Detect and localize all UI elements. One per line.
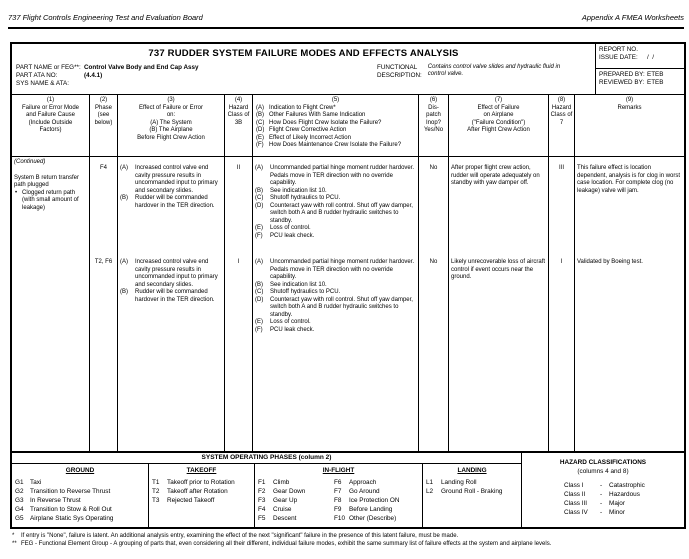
phase-label: Ice Protection ON bbox=[349, 497, 400, 504]
issue-date-row bbox=[599, 54, 681, 62]
phase-group-in-flight bbox=[254, 464, 422, 527]
phase-item bbox=[152, 496, 251, 505]
header-line: below) bbox=[94, 119, 113, 126]
phase-label: Cruise bbox=[273, 506, 292, 513]
phase-column bbox=[89, 157, 117, 451]
hazard-3b-cell: II bbox=[236, 165, 241, 171]
sys-name-row bbox=[16, 80, 199, 88]
indications-cell bbox=[255, 157, 416, 259]
report-box-top bbox=[596, 44, 684, 69]
phase-item bbox=[334, 505, 419, 514]
failure-mode-text: System B return transfer path plugged bbox=[14, 174, 80, 188]
phase-label: Transition to Stow & Roll Out bbox=[30, 506, 112, 513]
item-text: Increased control valve end cavity pressure results in uncommanded input to primary and secondary slides. bbox=[135, 165, 218, 194]
phase-item bbox=[152, 487, 251, 496]
effects-list bbox=[120, 259, 222, 304]
list-item bbox=[256, 142, 417, 150]
indications-column bbox=[252, 157, 418, 451]
item-text: Effect of Likely Incorrect Action bbox=[269, 134, 351, 141]
dash: - bbox=[600, 482, 603, 489]
item-letter: (D) bbox=[255, 202, 264, 209]
hazard-class-item bbox=[564, 508, 684, 517]
hazard-class-label: Class II bbox=[564, 491, 586, 498]
footnote bbox=[10, 541, 686, 549]
header-line: Failure or Error Mode bbox=[21, 104, 80, 111]
list-item bbox=[255, 259, 416, 282]
phase-label: Other (Describe) bbox=[349, 515, 397, 522]
header-line: Factors) bbox=[39, 127, 62, 133]
footnote-text: FEG - Functional Element Group - A grouping of parts that, even considering all their different, individual failure modes, exhibit the same summary list of failure effects at the system and airplane levels. bbox=[21, 540, 552, 547]
part-info bbox=[16, 64, 199, 88]
dispatch-cell: No bbox=[429, 259, 438, 265]
phase-code: G2 bbox=[15, 488, 24, 495]
remarks-column bbox=[574, 157, 684, 451]
phase-label: Gear Down bbox=[273, 488, 306, 495]
column-number: (2) bbox=[99, 97, 108, 103]
header-line: Dis- bbox=[428, 104, 439, 111]
prepared-by-label: PREPARED BY: bbox=[599, 71, 645, 78]
hazard-class-item bbox=[564, 481, 684, 490]
reviewed-by-label: REVIEWED BY: bbox=[599, 79, 645, 86]
column-number: (3) bbox=[167, 97, 175, 103]
header-line: Remarks bbox=[617, 104, 642, 111]
effects-cell bbox=[120, 157, 222, 259]
table-body bbox=[12, 157, 684, 451]
item-text: Flight Crew Corrective Action bbox=[269, 127, 347, 133]
column-header-row bbox=[12, 95, 684, 157]
item-text: Other Failures With Same Indication bbox=[269, 112, 366, 118]
report-no-label: REPORT NO. bbox=[599, 46, 638, 53]
item-text: PCU leak check. bbox=[270, 232, 315, 239]
hazard-class-item bbox=[564, 490, 684, 499]
phase-label: Rejected Takeoff bbox=[167, 497, 215, 504]
phase-group-ground bbox=[12, 464, 148, 527]
hazard-items bbox=[564, 481, 684, 517]
list-item bbox=[120, 259, 222, 289]
remarks-cell: Validated by Boeing test. bbox=[577, 259, 643, 265]
item-letter: (C) bbox=[256, 119, 265, 126]
hazard-class-label: Class III bbox=[564, 500, 588, 507]
header-line: Class of bbox=[227, 112, 250, 118]
phase-item bbox=[15, 505, 145, 514]
phase-group-title: GROUND bbox=[65, 467, 95, 474]
dash: - bbox=[600, 491, 603, 498]
item-letter: (E) bbox=[255, 225, 263, 231]
phase-item bbox=[258, 514, 334, 523]
effect-after-column bbox=[448, 157, 548, 451]
item-letter: (D) bbox=[256, 127, 265, 133]
item-letter: (A) bbox=[120, 165, 128, 171]
hazard-class-item bbox=[564, 499, 684, 508]
failure-mode-cell bbox=[14, 157, 87, 259]
header-line: Inop? bbox=[425, 119, 441, 126]
item-text: See indication list 10. bbox=[270, 187, 327, 194]
phase-item bbox=[334, 496, 419, 505]
item-text: PCU leak check. bbox=[270, 326, 315, 333]
phase-label: Landing Roll bbox=[441, 479, 477, 486]
inflight-subcolumn bbox=[258, 478, 334, 523]
item-letter: (A) bbox=[120, 259, 128, 265]
header-line: ("Failure Condition") bbox=[471, 119, 526, 126]
dash: - bbox=[600, 509, 603, 516]
header-criteria-list bbox=[254, 105, 417, 150]
item-text: Uncommanded partial hinge moment rudder hardover. Pedals move in TER direction with no override capability. bbox=[270, 259, 415, 280]
column-number: (5) bbox=[331, 97, 340, 103]
phase-code: F3 bbox=[258, 497, 266, 504]
phase-label: Taxi bbox=[30, 479, 42, 486]
item-text: Rudder will be commanded hardover in the TER direction. bbox=[135, 195, 215, 209]
column-header-7 bbox=[448, 95, 548, 156]
phase-code: F5 bbox=[258, 515, 266, 522]
dispatch-cell: No bbox=[429, 165, 438, 171]
phase-item bbox=[258, 478, 334, 487]
column-number: (7) bbox=[494, 97, 503, 103]
title-left bbox=[12, 44, 595, 94]
column-header-5 bbox=[252, 95, 418, 156]
header-line: (see bbox=[97, 112, 110, 118]
item-letter: (C) bbox=[255, 289, 264, 295]
phase-code: F6 bbox=[334, 479, 342, 486]
item-letter: (F) bbox=[255, 232, 263, 239]
hazard-3b-column bbox=[224, 157, 252, 451]
item-letter: (E) bbox=[255, 319, 263, 325]
item-letter: (C) bbox=[255, 195, 264, 201]
failure-cause bbox=[14, 190, 87, 213]
fmea-table bbox=[10, 42, 686, 529]
item-text: Indication to Flight Crew* bbox=[269, 104, 336, 111]
issue-date-value: / / bbox=[647, 54, 654, 61]
effects-column bbox=[117, 157, 224, 451]
hazard-title: HAZARD CLASSIFICATIONS bbox=[559, 459, 647, 466]
phase-code: G5 bbox=[15, 515, 24, 522]
effect-after-cell: After proper flight crew action, rudder will operate adequately on standby with yaw damper off. bbox=[451, 165, 540, 186]
part-name-label: PART NAME or FEG**: bbox=[16, 64, 81, 71]
hazard-classifications-box bbox=[522, 453, 684, 527]
continued-marker: (Continued) bbox=[14, 159, 46, 165]
header-line: on: bbox=[166, 112, 176, 118]
list-item bbox=[256, 112, 417, 120]
operating-phases-box bbox=[12, 453, 522, 527]
header-line: (B) The Airplane bbox=[149, 127, 193, 133]
header-line: patch bbox=[426, 112, 441, 118]
phase-label: Before Landing bbox=[349, 506, 393, 513]
legend-section bbox=[12, 451, 684, 527]
phase-label: Takeoff prior to Rotation bbox=[167, 479, 235, 486]
phase-code: F10 bbox=[334, 515, 346, 522]
hazard-class-label: Class I bbox=[564, 482, 584, 489]
part-name-value: Control Valve Body and End Cap Assy bbox=[84, 64, 199, 71]
item-letter: (A) bbox=[255, 259, 263, 265]
phase-label: Go Around bbox=[349, 488, 380, 495]
item-letter: (B) bbox=[255, 187, 263, 194]
phase-code: L2 bbox=[426, 488, 434, 495]
effect-after-cell: Likely unrecoverable loss of aircraft control if event occurs near the ground. bbox=[451, 259, 546, 280]
header-line: (A) The System bbox=[150, 119, 192, 126]
column-header-2 bbox=[89, 95, 117, 156]
item-text: Shutoff hydraulics to PCU. bbox=[270, 195, 341, 201]
list-item bbox=[255, 327, 416, 335]
phase-code: F7 bbox=[334, 488, 342, 495]
functional-label-line1: FUNCTIONAL bbox=[377, 64, 418, 71]
hazard-class-label: Class IV bbox=[564, 509, 588, 516]
phase-code: F4 bbox=[258, 506, 266, 513]
item-text: Rudder will be commanded hardover in the TER direction. bbox=[135, 289, 215, 303]
item-letter: (A) bbox=[256, 104, 264, 111]
header-line: Hazard bbox=[228, 104, 249, 111]
phase-cell: T2, F6 bbox=[94, 259, 113, 265]
header-line: and Failure Cause bbox=[25, 112, 76, 118]
header-line: (Include Outside bbox=[28, 119, 73, 126]
item-text: Uncommanded partial hinge moment rudder hardover. Pedals move in TER direction with no override capability. bbox=[270, 165, 415, 186]
phase-group-title: LANDING bbox=[457, 467, 487, 474]
item-letter: (A) bbox=[255, 165, 263, 171]
header-line: Yes/No bbox=[423, 127, 444, 133]
phase-group-landing bbox=[422, 464, 521, 527]
list-item bbox=[255, 297, 416, 320]
footnote-text: If entry is "None", failure is latent. An additional analysis entry, examining the effect of the next "significant" failure in the presence of this latent failure, must be made. bbox=[21, 533, 459, 539]
item-letter: (B) bbox=[256, 112, 264, 118]
footnotes bbox=[10, 533, 686, 548]
indications-cell bbox=[255, 259, 416, 334]
list-item bbox=[120, 165, 222, 195]
phase-label: Takeoff after Rotation bbox=[167, 488, 228, 495]
column-number: (9) bbox=[625, 97, 634, 103]
phase-item bbox=[334, 478, 419, 487]
part-ata-label: PART ATA NO: bbox=[16, 72, 58, 79]
list-item bbox=[255, 233, 416, 241]
hazard-7-cell: I bbox=[560, 259, 563, 265]
header-line: Effect of Failure or Error bbox=[139, 104, 203, 111]
list-item bbox=[256, 127, 417, 135]
phase-label: Airplane Static Sys Operating bbox=[30, 515, 114, 522]
header-line: Before Flight Crew Action bbox=[137, 134, 205, 141]
functional-label-line2: DESCRIPTION: bbox=[377, 72, 422, 79]
phase-code: L1 bbox=[426, 479, 434, 486]
effects-list bbox=[120, 165, 222, 210]
column-header-8 bbox=[548, 95, 574, 156]
item-text: How Does Maintenance Crew Isolate the Failure? bbox=[269, 142, 402, 148]
column-header-6 bbox=[418, 95, 448, 156]
phase-columns bbox=[12, 464, 521, 527]
phase-cell: F4 bbox=[99, 165, 107, 171]
hazard-class-name: Major bbox=[609, 500, 625, 507]
column-number: (1) bbox=[46, 97, 55, 103]
phase-label: Descent bbox=[273, 515, 297, 522]
page-header bbox=[8, 13, 684, 29]
item-letter: (B) bbox=[255, 281, 263, 288]
hazard-7-column bbox=[548, 157, 574, 451]
phase-code: T2 bbox=[152, 488, 160, 495]
list-item bbox=[255, 282, 416, 290]
functional-description bbox=[377, 64, 580, 80]
part-ata-row bbox=[16, 72, 199, 80]
sys-name-label: SYS NAME & ATA: bbox=[16, 80, 69, 87]
phase-code: G3 bbox=[15, 497, 24, 504]
phases-header: SYSTEM OPERATING PHASES (column 2) bbox=[12, 453, 521, 464]
phase-code: F9 bbox=[334, 506, 342, 513]
issue-date-label: ISSUE DATE: bbox=[599, 54, 638, 61]
list-item bbox=[256, 105, 417, 113]
phase-label: Gear Up bbox=[273, 497, 298, 504]
list-item bbox=[120, 289, 222, 304]
phase-label: In Reverse Thrust bbox=[30, 497, 81, 504]
phase-item bbox=[426, 478, 518, 487]
header-line: After Flight Crew Action bbox=[467, 127, 530, 133]
column-header-3 bbox=[117, 95, 224, 156]
column-number: (4) bbox=[234, 97, 243, 103]
item-letter: (E) bbox=[256, 134, 264, 141]
column-number: (8) bbox=[557, 97, 566, 103]
item-text: Counteract yaw with roll control. Shut off yaw damper, switch both A and B rudder hydraulic switches to standby. bbox=[270, 296, 413, 318]
header-line: Class of bbox=[550, 112, 573, 118]
header-line: Phase bbox=[94, 104, 112, 111]
part-ata-value: (4.4.1) bbox=[84, 72, 103, 79]
header-line: Effect of Failure bbox=[477, 104, 520, 111]
phase-item bbox=[258, 487, 334, 496]
phase-item bbox=[258, 496, 334, 505]
hazard-subtitle: (columns 4 and 8) bbox=[577, 468, 629, 475]
report-box bbox=[595, 44, 684, 94]
list-item bbox=[255, 289, 416, 297]
phase-item bbox=[15, 487, 145, 496]
header-line: on Airplane bbox=[483, 112, 514, 118]
worksheet-title: 737 RUDDER SYSTEM FAILURE MODES AND EFFECTS ANALYSIS bbox=[148, 48, 459, 59]
indications-list bbox=[255, 259, 416, 334]
phase-group-title: IN-FLIGHT bbox=[322, 467, 355, 474]
footnote bbox=[10, 533, 686, 541]
bullet: • bbox=[15, 189, 18, 196]
phase-code: G1 bbox=[15, 479, 24, 486]
list-item bbox=[255, 319, 416, 327]
column-header-9 bbox=[574, 95, 684, 156]
hazard-3b-cell: I bbox=[237, 259, 240, 265]
footnote-marker: ** bbox=[12, 540, 17, 547]
list-item bbox=[120, 195, 222, 210]
header-line: 3B bbox=[234, 119, 243, 126]
failure-cause-text: Clogged return path (with small amount of leakage) bbox=[22, 189, 79, 211]
reviewed-by-row bbox=[599, 79, 681, 87]
dispatch-column bbox=[418, 157, 448, 451]
list-item bbox=[256, 120, 417, 128]
report-box-bottom bbox=[596, 69, 684, 89]
hazard-class-name: Hazardous bbox=[609, 491, 640, 498]
item-text: See indication list 10. bbox=[270, 281, 327, 288]
remarks-cell: This failure effect is location dependent, analysis is for clog in worst case location. For complete clog (no leakage) valve will jam. bbox=[577, 165, 681, 194]
reviewed-by-value: ETEB bbox=[647, 79, 664, 86]
item-letter: (B) bbox=[120, 195, 128, 201]
phase-group-takeoff bbox=[148, 464, 254, 527]
item-text: Counteract yaw with roll control. Shut off yaw damper, switch both A and B rudder hydraulic switches to standby. bbox=[270, 202, 413, 224]
item-text: Increased control valve end cavity pressure results in uncommanded input to primary and secondary slides. bbox=[135, 259, 218, 288]
phase-label: Approach bbox=[349, 479, 377, 486]
list-item bbox=[255, 203, 416, 226]
prepared-by-value: ETEB bbox=[647, 71, 664, 78]
list-item bbox=[255, 188, 416, 196]
functional-label bbox=[377, 64, 422, 80]
phase-code: G4 bbox=[15, 506, 24, 513]
inflight-columns bbox=[258, 478, 419, 523]
inflight-subcolumn bbox=[334, 478, 419, 523]
page-header-right: Appendix A FMEA Worksheets bbox=[581, 13, 684, 22]
phase-code: T3 bbox=[152, 497, 160, 504]
footnote-marker: * bbox=[12, 533, 15, 539]
phase-item bbox=[334, 487, 419, 496]
prepared-by-row bbox=[599, 71, 681, 79]
list-item bbox=[256, 135, 417, 143]
item-letter: (F) bbox=[256, 142, 264, 148]
page-header-left: 737 Flight Controls Engineering Test and Evaluation Board bbox=[8, 13, 203, 22]
failure-mode-column bbox=[12, 157, 89, 451]
item-text: Loss of control. bbox=[270, 319, 311, 325]
item-letter: (F) bbox=[255, 326, 263, 333]
item-text: Shutoff hydraulics to PCU. bbox=[270, 289, 341, 295]
item-text: How Does Flight Crew Isolate the Failure? bbox=[269, 119, 382, 126]
phase-item bbox=[15, 478, 145, 487]
hazard-7-cell: III bbox=[558, 165, 564, 171]
phase-code: F2 bbox=[258, 488, 266, 495]
phase-code: F1 bbox=[258, 479, 266, 486]
phase-item bbox=[15, 496, 145, 505]
phase-item bbox=[152, 478, 251, 487]
phase-item bbox=[426, 487, 518, 496]
header-line: Hazard bbox=[551, 104, 572, 111]
list-item bbox=[255, 225, 416, 233]
phase-code: T1 bbox=[152, 479, 160, 486]
item-letter: (D) bbox=[255, 296, 264, 303]
list-item bbox=[255, 165, 416, 188]
hazard-class-name: Minor bbox=[609, 509, 625, 516]
dash: - bbox=[600, 500, 603, 507]
functional-value: Contains control valve slides and hydraulic fluid in control valve. bbox=[427, 64, 561, 77]
part-name-row bbox=[16, 64, 199, 72]
phase-label: Climb bbox=[273, 479, 290, 486]
phase-label: Transition to Reverse Thrust bbox=[30, 488, 111, 495]
item-text: Loss of control. bbox=[270, 225, 311, 231]
hazard-class-name: Catastrophic bbox=[609, 482, 645, 489]
phase-label: Ground Roll - Braking bbox=[441, 488, 503, 495]
column-header-1 bbox=[12, 95, 89, 156]
phase-item bbox=[334, 514, 419, 523]
effects-cell bbox=[120, 259, 222, 304]
phase-group-title: TAKEOFF bbox=[186, 467, 217, 474]
title-block bbox=[12, 44, 684, 95]
list-item bbox=[255, 195, 416, 203]
phase-code: F8 bbox=[334, 497, 342, 504]
column-number: (6) bbox=[429, 97, 438, 103]
column-header-4 bbox=[224, 95, 252, 156]
item-letter: (B) bbox=[120, 289, 128, 295]
indications-list bbox=[255, 165, 416, 240]
header-line: 7 bbox=[559, 119, 564, 126]
phase-item bbox=[15, 514, 145, 523]
phase-item bbox=[258, 505, 334, 514]
